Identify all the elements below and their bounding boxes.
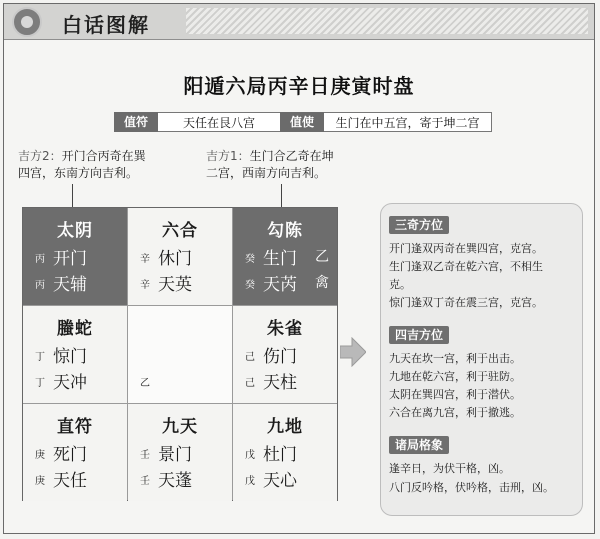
info-bar [114,112,492,132]
palace-star: 天辅 [53,275,87,295]
page-title: 阳遁六局丙辛日庚寅时盘 [183,74,415,98]
zhishi-value: 生门在中五宫，寄于坤二宫 [324,112,492,132]
palace-zhen [23,306,127,403]
section-line: 六合在离九宫，利于撤逃。 [389,406,521,419]
palace-stem: 庚 [35,450,45,461]
palace-stem: 己 [245,378,255,389]
palace-star: 天任 [53,471,87,491]
palace-row [233,466,337,490]
section-line: 克。 [389,278,411,291]
palace-door: 伤门 [263,347,297,367]
palace-star: 天心 [263,471,297,491]
note-left-line2: 四宫，东南方向吉利。 [18,166,139,180]
note-left [18,148,146,182]
palace-qian [233,404,337,501]
section-line: 九地在乾六宫，利于驻防。 [389,370,521,383]
section-title-sanqi: 三奇方位 [389,216,449,234]
palace-row [128,244,232,268]
palace-stem: 戊 [245,476,255,487]
palace-door: 惊门 [53,347,87,367]
palace-door: 景门 [158,445,192,465]
palace-door: 休门 [158,249,192,269]
zhishi-label: 值使 [280,112,324,132]
section-line: 太阴在巽四宫，利于潜伏。 [389,388,521,401]
palace-stem: 壬 [140,450,150,461]
palace-god: 直符 [57,417,93,437]
zhifu-value: 天任在艮八宫 [158,112,280,132]
note-left-line1: 开门合丙奇在巽 [61,149,146,163]
palace-star: 天英 [158,275,192,295]
palace-row [233,368,337,392]
grid-divider [23,305,337,306]
grid-divider [232,208,233,500]
palace-row [128,440,232,464]
palace-row [233,440,337,464]
palace-row [23,466,127,490]
header-title: 白话图解 [62,13,150,37]
palace-row [233,342,337,366]
note-left-label: 吉方2： [18,149,62,163]
palace-star: 天冲 [53,373,87,393]
palace-stem: 丁 [35,378,45,389]
palace-row [23,244,127,268]
note-right-label: 吉方1： [206,149,250,163]
palace-god: 勾陈 [267,221,303,241]
palace-god: 九天 [162,417,198,437]
palace-stem: 辛 [140,254,150,265]
section-line: 开门逢双丙奇在巽四宫，克宫。 [389,242,543,255]
palace-row [23,440,127,464]
palace-kan [128,404,232,501]
note-right-line2: 二宫，西南方向吉利。 [206,166,327,180]
palace-door: 死门 [53,445,87,465]
page-frame [3,3,595,534]
palace-row [128,342,232,366]
palace-stem: 辛 [140,280,150,291]
palace-row [128,466,232,490]
palace-stem: 丙 [35,254,45,265]
palace-god: 六合 [162,221,198,241]
section-line: 惊门逢双丁奇在震三宫，克宫。 [389,296,543,309]
palace-stem: 癸 [245,280,255,291]
note-right-line1: 生门合乙奇在坤 [249,149,334,163]
palace-door: 杜门 [263,445,297,465]
header-stripes [186,8,588,34]
palace-door: 开门 [53,249,87,269]
grid-divider [23,403,337,404]
section-title-siji: 四吉方位 [389,326,449,344]
palace-side: 禽 [315,275,329,291]
palace-stem: 壬 [140,476,150,487]
palace-god: 螣蛇 [57,319,93,339]
palace-stem: 己 [245,352,255,363]
section-line: 生门逢双乙奇在乾六宫，不相生 [389,260,543,273]
palace-row [23,270,127,294]
zhifu-label: 值符 [114,112,158,132]
palace-star: 天蓬 [158,471,192,491]
palace-dui [233,306,337,403]
palace-god: 太阴 [57,221,93,241]
logo-icon [12,7,42,37]
palace-god: 九地 [267,417,303,437]
palace-door: 生门 [263,249,297,269]
palace-stem: 丙 [35,280,45,291]
palace-gen [23,404,127,501]
palace-row [23,342,127,366]
palace-stem: 癸 [245,254,255,265]
section-line: 逢辛日，为伏干格，凶。 [389,462,510,475]
palace-star: 天芮 [263,275,297,295]
arrow-right-icon [340,337,366,367]
palace-row [233,244,337,268]
palace-kun [233,208,337,305]
palace-star: 天柱 [263,373,297,393]
section-line: 九天在坎一宫，利于出击。 [389,352,521,365]
palace-stem: 丁 [35,352,45,363]
palace-stem: 庚 [35,476,45,487]
palace-li [128,208,232,305]
palace-xun [23,208,127,305]
palace-stem: 乙 [140,378,150,389]
note-right [206,148,334,182]
analysis-panel [380,203,583,516]
palace-row [23,368,127,392]
palace-god: 朱雀 [267,319,303,339]
section-title-geju: 诸局格象 [389,436,449,454]
palace-row [128,270,232,294]
nine-palace-grid [22,207,338,501]
palace-row [128,368,232,392]
palace-center [128,306,232,403]
header-bar [4,4,594,40]
palace-row [233,270,337,294]
palace-stem: 戊 [245,450,255,461]
grid-divider [127,208,128,500]
section-line: 八门反吟格，伏吟格，击刑，凶。 [389,481,554,494]
palace-side: 乙 [315,249,329,265]
